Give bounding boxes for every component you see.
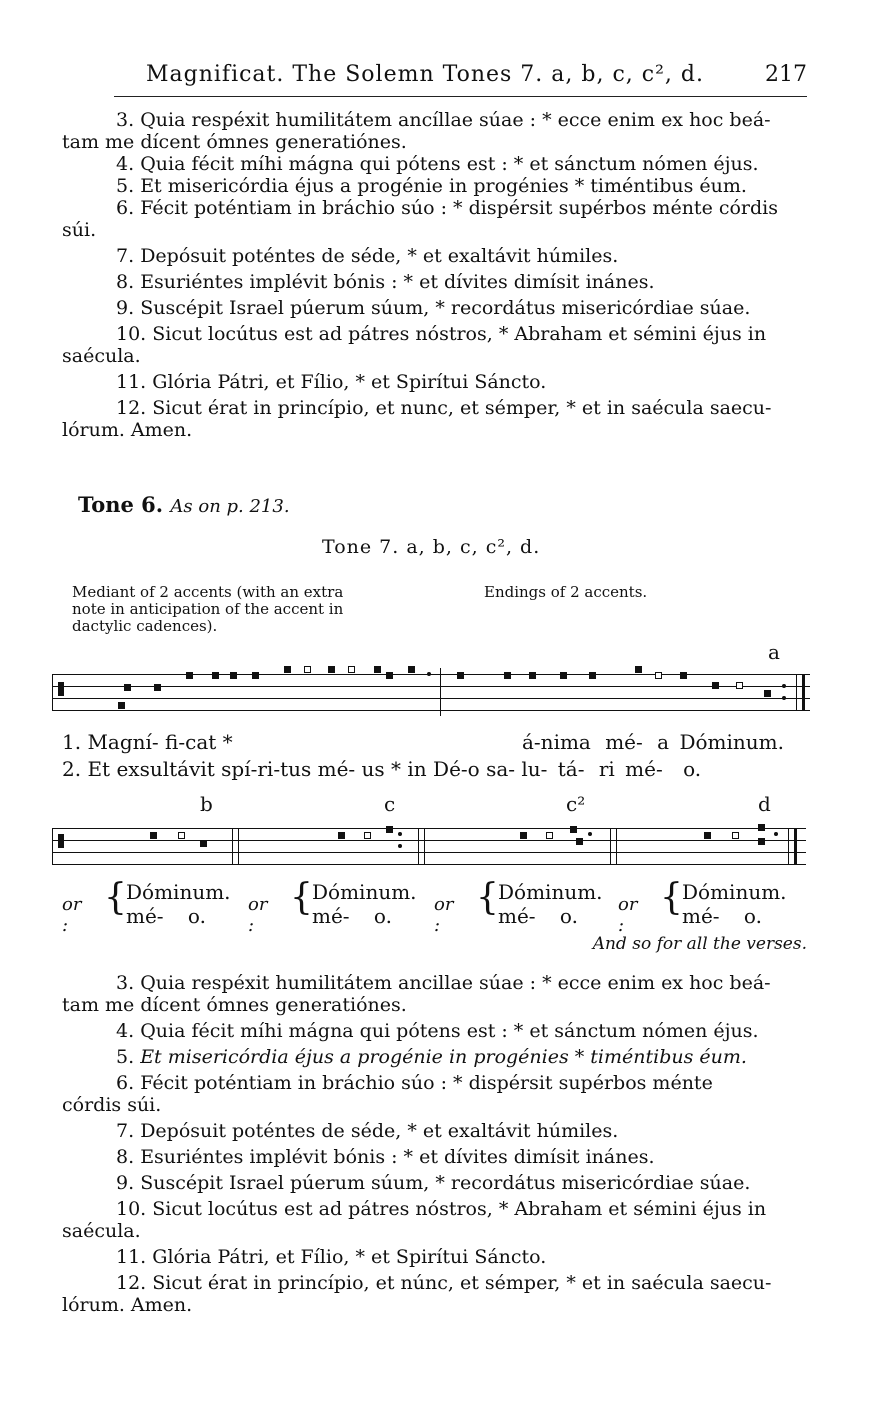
verse-9: 9. Suscépit Israel púerum súum, * recordátus misericórdiae súae.: [116, 297, 751, 319]
verse-b-12: 12. Sicut érat in princípio, et núnc, et sémper, * et in saécula saecu- lórum. Amen.: [62, 1272, 772, 1316]
ending-label-a: a: [768, 640, 780, 664]
page-header: [62, 62, 807, 102]
verse-b-7: 7. Depósuit poténtes de séde, * et exaltávit húmiles.: [116, 1120, 619, 1142]
c-clef-icon-2: [58, 834, 64, 848]
chant-staff-1: [52, 664, 810, 716]
running-title: Magnificat. The Solemn Tones 7. a, b, c, c², d.: [146, 62, 704, 87]
lyric-line-2: 2. Et exsultávit spí-ri-tus mé- us * in Dé-o sa- lu- tá- ri mé- o.: [62, 757, 702, 781]
tone7-title: Tone 7. a, b, c, c², d.: [322, 536, 541, 558]
verse-7: 7. Depósuit poténtes de séde, * et exaltávit húmiles.: [116, 245, 619, 267]
verse-b-11: 11. Glória Pátri, et Fílio, * et Spirítui Sáncto.: [116, 1246, 547, 1268]
lyric-line-1-ending: á-nima mé- a Dóminum.: [522, 730, 784, 754]
header-rule: [114, 96, 807, 97]
verse-b-6: 6. Fécit poténtiam in bráchio súo : * dispérsit supérbos ménte córdis súi.: [62, 1072, 713, 1116]
verse-b-3: 3. Quia respéxit humilitátem ancillae súae : * ecce enim ex hoc beá- tam me dícent ómnes generatiónes.: [62, 972, 771, 1016]
ending-label-b: b: [200, 792, 213, 816]
verses-top: [62, 109, 807, 441]
verse-b-9: 9. Suscépit Israel púerum súum, * recordátus misericórdiae súae.: [116, 1172, 751, 1194]
mediant-note: Mediant of 2 accents (with an extra note in anticipation of the accent in dactylic cadences).: [72, 583, 344, 635]
verse-10: 10. Sicut locútus est ad pátres nóstros, * Abraham et sémini éjus in saécula.: [62, 323, 767, 367]
verse-4: 4. Quia fécit míhi mágna qui pótens est : * et sánctum nómen éjus.: [116, 153, 759, 175]
verses-note: And so for all the verses.: [592, 934, 807, 954]
ending-label-d: d: [758, 792, 771, 816]
verse-6: 6. Fécit poténtiam in bráchio súo : * dispérsit supérbos ménte córdis súi.: [62, 197, 779, 241]
verse-12: 12. Sicut érat in princípio, et nunc, et sémper, * et in saécula saecu- lórum. Amen.: [62, 397, 772, 441]
verse-8: 8. Esuriéntes implévit bónis : * et dívites dimísit inánes.: [116, 271, 655, 293]
c-clef-icon: [58, 682, 64, 696]
verse-11: 11. Glória Pátri, et Fílio, * et Spirítui Sáncto.: [116, 371, 547, 393]
verse-b-8: 8. Esuriéntes implévit bónis : * et dívites dimísit inánes.: [116, 1146, 655, 1168]
endings-note: Endings of 2 accents.: [484, 583, 648, 601]
verse-3: 3. Quia respéxit humilitátem ancíllae súae : * ecce enim ex hoc beá- tam me dícent ómnes generatiónes.: [62, 109, 771, 153]
verse-b-4: 4. Quia fécit míhi mágna qui pótens est : * et sánctum nómen éjus.: [116, 1020, 759, 1042]
verses-bottom: [62, 972, 807, 1316]
ending-label-c2: c²: [566, 792, 586, 816]
chant-staff-2: [52, 820, 806, 866]
verse-b-5: 5. Et misericórdia éjus a progénie in progénies * timéntibus éum.: [116, 1046, 747, 1068]
verse-5: 5. Et misericórdia éjus a progénie in progénies * timéntibus éum.: [116, 175, 747, 197]
ending-alternatives: or : { Dóminum. mé- o. or : { Dóminum. mé- o. or : { Dóminum. mé- o. or : { Dóminum. mé- o.: [62, 877, 787, 936]
lyric-line-1: 1. Magní- fi-cat *: [62, 730, 233, 754]
verse-b-10: 10. Sicut locútus est ad pátres nóstros, * Abraham et sémini éjus in saécula.: [62, 1198, 767, 1242]
ending-label-c: c: [384, 792, 396, 816]
tone6-heading: Tone 6. As on p. 213.: [78, 492, 290, 517]
page-number: 217: [765, 62, 807, 87]
